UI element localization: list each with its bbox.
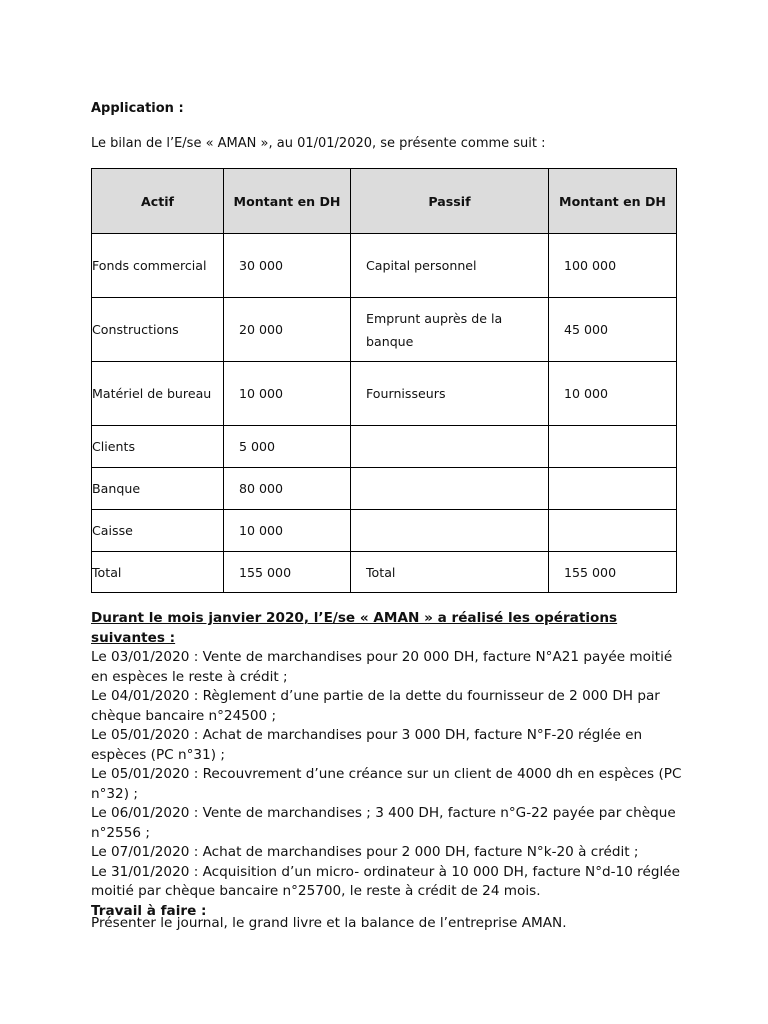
section-heading: Application : [91,101,184,116]
header-actif: Actif [92,169,224,234]
table-total-row [92,552,677,593]
montant-actif-cell: 10 000 [224,362,351,426]
actif-total-value: 155 000 [224,552,351,593]
table-header-row [92,169,677,234]
passif-cell [351,510,549,552]
table-row [92,298,677,362]
table-row [92,362,677,426]
travail-title: Travail à faire : [91,902,207,919]
table-row [92,234,677,298]
passif-total-label: Total [351,552,549,593]
operations-title: Durant le mois janvier 2020, l’E/se « AMAN » a réalisé les opérations suivantes : [91,610,618,646]
header-montant-actif: Montant en DH [224,169,351,234]
montant-actif-cell: 20 000 [224,298,351,362]
passif-cell: Capital personnel [351,234,549,298]
intro-text: Le bilan de l’E/se « AMAN », au 01/01/2020, se présente comme suit : [91,136,546,151]
actif-cell: Banque [92,468,224,510]
actif-cell: Fonds commercial [92,234,224,298]
passif-cell [351,468,549,510]
montant-passif-cell [549,468,677,510]
operation-item: Le 04/01/2020 : Règlement d’une partie de la dette du fournisseur de 2 000 DH par chèque bancaire n°24500 ; [91,688,660,724]
passif-cell: Emprunt auprès de la banque [351,298,549,362]
actif-total-label: Total [92,552,224,593]
operation-item: Le 05/01/2020 : Achat de marchandises pour 3 000 DH, facture N°F-20 réglée en espèces (PC n°31) ; [91,727,643,763]
passif-cell [351,426,549,468]
montant-passif-cell: 10 000 [549,362,677,426]
operation-item: Le 03/01/2020 : Vente de marchandises pour 20 000 DH, facture N°A21 payée moitié en espèces le reste à crédit ; [91,649,673,685]
actif-cell: Constructions [92,298,224,362]
table-row [92,426,677,468]
operation-item: Le 31/01/2020 : Acquisition d’un micro- ordinateur à 10 000 DH, facture N°d-10 réglée moitié par chèque bancaire n°25700, le reste à crédit de 24 mois. [91,863,680,899]
actif-cell: Caisse [92,510,224,552]
montant-passif-cell: 45 000 [549,298,677,362]
montant-passif-cell: 100 000 [549,234,677,298]
montant-passif-cell [549,426,677,468]
table-row [92,468,677,510]
montant-actif-cell: 5 000 [224,426,351,468]
passif-total-value: 155 000 [549,552,677,593]
montant-passif-cell [549,510,677,552]
table-row [92,510,677,552]
montant-actif-cell: 30 000 [224,234,351,298]
actif-cell: Clients [92,426,224,468]
operation-item: Le 06/01/2020 : Vente de marchandises ; 3 400 DH, facture n°G-22 payée par chèque n°2556 ; [91,805,676,841]
operation-item: Le 05/01/2020 : Recouvrement d’une créance sur un client de 4000 dh en espèces (PC n°32) ; [91,766,682,802]
passif-cell: Fournisseurs [351,362,549,426]
operations-section [91,609,691,921]
task-text: Présenter le journal, le grand livre et la balance de l’entreprise AMAN. [91,915,567,931]
montant-actif-cell: 10 000 [224,510,351,552]
actif-cell: Matériel de bureau [92,362,224,426]
bilan-table [91,168,677,593]
header-montant-passif: Montant en DH [549,169,677,234]
header-passif: Passif [351,169,549,234]
operation-item: Le 07/01/2020 : Achat de marchandises pour 2 000 DH, facture N°k-20 à crédit ; [91,844,639,860]
montant-actif-cell: 80 000 [224,468,351,510]
